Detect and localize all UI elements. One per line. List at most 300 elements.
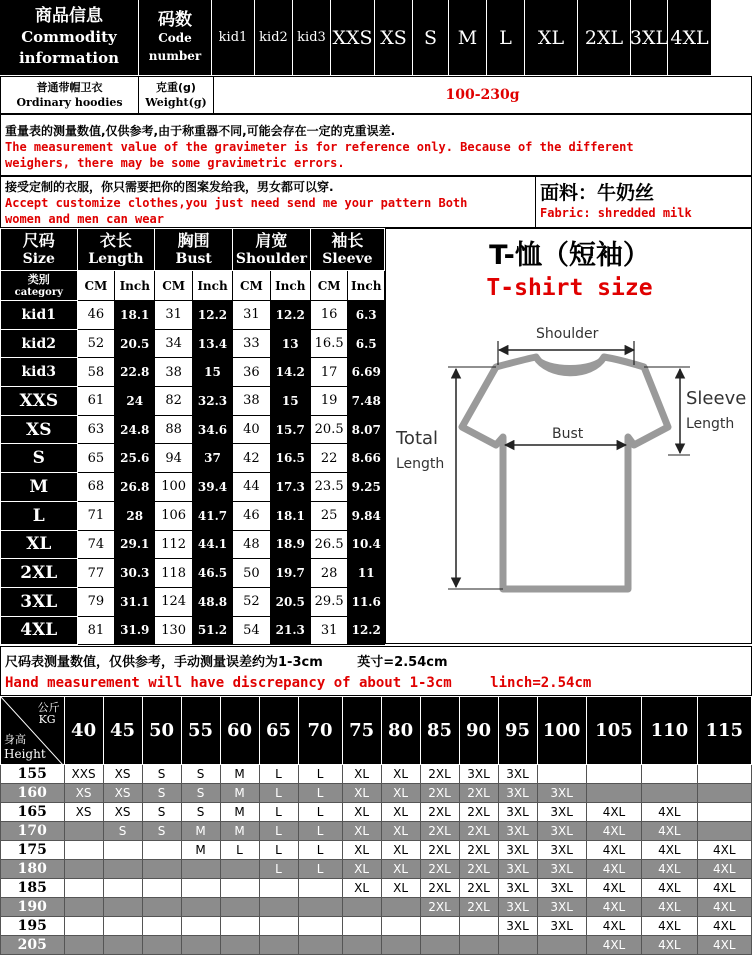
unit-cm: CM (310, 271, 348, 301)
value-cm: 42 (233, 444, 271, 473)
fit-size-cell: 4XL (586, 917, 641, 936)
size-label: L (1, 501, 78, 530)
fit-size-cell (142, 917, 181, 936)
size-header-l: L (487, 0, 524, 75)
value-inch: 20.5 (270, 587, 310, 616)
fit-size-cell (259, 936, 298, 955)
weight-header: 110 (642, 697, 697, 765)
size-table-header-bust (155, 229, 233, 271)
value-cm: 100 (155, 473, 193, 502)
fit-size-cell (298, 898, 342, 917)
size-table-row (1, 415, 385, 444)
hand-measure-en: Hand measurement will have discrepancy of about 1-3cm (5, 675, 452, 691)
fit-size-cell: 4XL (642, 898, 697, 917)
customize-note (0, 176, 536, 228)
product-cn: 普通带帽卫衣 (36, 81, 103, 94)
size-label: M (1, 473, 78, 502)
fit-size-cell (64, 936, 103, 955)
size-table-units (1, 271, 385, 301)
fit-size-cell (381, 917, 420, 936)
fit-size-cell (420, 936, 459, 955)
fit-size-cell: XS (103, 803, 142, 822)
value-inch: 17.3 (270, 473, 310, 502)
fit-size-cell: XL (381, 879, 420, 898)
fit-size-cell: 4XL (586, 936, 641, 955)
fit-size-cell (259, 898, 298, 917)
size-table-header-sleeve (310, 229, 384, 271)
fit-size-cell: L (259, 860, 298, 879)
label-total: Total (396, 428, 439, 449)
value-inch: 6.69 (348, 358, 385, 387)
fit-table-row (1, 803, 752, 822)
fit-size-cell: 2XL (420, 841, 459, 860)
size-label: kid3 (1, 358, 78, 387)
value-cm: 19 (310, 387, 348, 416)
fit-size-cell: L (220, 841, 259, 860)
height-value: 205 (1, 936, 65, 955)
value-cm: 54 (233, 616, 271, 645)
gravimeter-note-en-1: The measurement value of the gravimeter is for reference only. Because of the different (5, 140, 634, 154)
value-cm: 17 (310, 358, 348, 387)
value-inch: 46.5 (192, 559, 232, 588)
fit-size-cell (220, 860, 259, 879)
fit-size-cell: XS (103, 784, 142, 803)
header-cn: 胸围 (177, 230, 210, 250)
fit-size-cell (342, 936, 381, 955)
customize-note-en-1: Accept customize clothes,you just need send me your pattern Both (5, 196, 468, 210)
fit-size-cell (697, 822, 751, 841)
weight-en: Weight(g) (145, 96, 207, 109)
category-cn: 类别 (27, 272, 50, 286)
value-cm: 25 (310, 501, 348, 530)
value-inch: 12.2 (192, 301, 232, 330)
value-cm: 31 (155, 301, 193, 330)
fit-size-cell: 2XL (420, 803, 459, 822)
height-value: 190 (1, 898, 65, 917)
fit-size-cell: S (142, 784, 181, 803)
size-header-3xl: 3XL (631, 0, 667, 75)
size-header-s: S (413, 0, 448, 75)
fit-size-cell: 2XL (420, 860, 459, 879)
value-inch: 24.8 (115, 415, 155, 444)
value-inch: 15.7 (270, 415, 310, 444)
fit-size-cell (381, 936, 420, 955)
size-table-row (1, 444, 385, 473)
fit-size-cell (259, 917, 298, 936)
fit-size-cell: 4XL (642, 917, 697, 936)
fit-size-cell: S (142, 822, 181, 841)
size-header-2xl: 2XL (578, 0, 630, 75)
value-inch: 29.1 (115, 530, 155, 559)
weight-header: 115 (697, 697, 751, 765)
fit-size-cell (342, 917, 381, 936)
unit-inch: Inch (270, 271, 310, 301)
fit-table-grid (0, 696, 752, 955)
fit-size-cell (181, 898, 220, 917)
fit-size-cell (64, 860, 103, 879)
fit-size-cell: 2XL (420, 822, 459, 841)
fabric-en: Fabric: shredded milk (540, 206, 692, 220)
inch-en: linch=2.54cm (490, 675, 592, 691)
category-en: category (14, 286, 63, 298)
value-cm: 52 (77, 329, 115, 358)
size-label: kid2 (1, 329, 78, 358)
value-inch: 31.1 (115, 587, 155, 616)
fit-size-cell: 4XL (697, 879, 751, 898)
fit-size-cell (298, 879, 342, 898)
value-inch: 18.1 (115, 301, 155, 330)
value-inch: 34.6 (192, 415, 232, 444)
value-inch: 19.7 (270, 559, 310, 588)
fit-size-cell: 3XL (498, 841, 537, 860)
value-cm: 28 (310, 559, 348, 588)
value-inch: 18.1 (270, 501, 310, 530)
weight-header: 85 (420, 697, 459, 765)
value-inch: 44.1 (192, 530, 232, 559)
value-inch: 30.3 (115, 559, 155, 588)
fit-size-cell (142, 879, 181, 898)
value-cm: 81 (77, 616, 115, 645)
fit-size-cell: 2XL (420, 879, 459, 898)
tshirt-shape (462, 357, 668, 589)
corner-height: Height (4, 747, 46, 761)
fit-size-cell (181, 936, 220, 955)
fit-size-cell: 3XL (537, 841, 586, 860)
size-table-row (1, 301, 385, 330)
size-table-row (1, 501, 385, 530)
gravimeter-note-cn: 重量表的测量数值,仅供参考,由于称重器不同,可能会存在一定的克重误差. (5, 124, 396, 138)
product-cell (0, 76, 139, 114)
weight-header: 95 (498, 697, 537, 765)
commodity-en-1: Commodity (21, 28, 117, 46)
value-cm: 130 (155, 616, 193, 645)
fit-size-cell: 3XL (537, 784, 586, 803)
size-label: 4XL (1, 616, 78, 645)
corner-kg-cn: 公斤 (37, 701, 60, 714)
value-inch: 16.5 (270, 444, 310, 473)
value-inch: 11.6 (348, 587, 385, 616)
value-cm: 48 (233, 530, 271, 559)
unit-cm: CM (155, 271, 193, 301)
value-cm: 23.5 (310, 473, 348, 502)
gravimeter-note (0, 114, 752, 176)
header-en: Bust (175, 250, 212, 267)
fit-size-cell: L (259, 784, 298, 803)
unit-cm: CM (233, 271, 271, 301)
fit-size-cell: XL (342, 803, 381, 822)
fit-size-cell (181, 917, 220, 936)
size-measurement-table (0, 228, 385, 644)
value-inch: 14.2 (270, 358, 310, 387)
size-header-row (212, 0, 752, 75)
value-inch: 28 (115, 501, 155, 530)
fit-size-cell: 2XL (459, 784, 498, 803)
fit-size-cell: 3XL (498, 879, 537, 898)
value-cm: 124 (155, 587, 193, 616)
size-table-row (1, 473, 385, 502)
value-cm: 94 (155, 444, 193, 473)
value-cm: 44 (233, 473, 271, 502)
value-cm: 16.5 (310, 329, 348, 358)
fit-size-cell: 3XL (537, 822, 586, 841)
weight-header: 80 (381, 697, 420, 765)
fit-size-cell: S (181, 803, 220, 822)
fit-size-cell (142, 936, 181, 955)
header-cn: 尺码 (22, 230, 55, 250)
size-table-row (1, 530, 385, 559)
fit-table-header (1, 697, 752, 765)
fit-size-cell: M (220, 765, 259, 784)
header-cn: 衣长 (99, 230, 132, 250)
fit-size-cell: M (220, 803, 259, 822)
fit-size-cell (64, 879, 103, 898)
fit-size-cell (103, 917, 142, 936)
size-header-xl: XL (525, 0, 577, 75)
fit-size-cell: 4XL (586, 879, 641, 898)
value-cm: 50 (233, 559, 271, 588)
fit-size-cell (642, 784, 697, 803)
fit-table-row (1, 822, 752, 841)
fit-size-cell (697, 765, 751, 784)
fit-size-cell: 3XL (498, 898, 537, 917)
code-cn: 码数 (158, 9, 192, 30)
value-cm: 34 (155, 329, 193, 358)
weight-cn: 克重(g) (156, 81, 196, 94)
fit-size-cell: M (181, 822, 220, 841)
fit-size-cell: 2XL (459, 898, 498, 917)
value-inch: 13.4 (192, 329, 232, 358)
weight-label-cell (138, 76, 214, 114)
value-inch: 21.3 (270, 616, 310, 645)
height-weight-fit-table (0, 696, 752, 955)
fit-size-cell: XL (381, 841, 420, 860)
value-inch: 48.8 (192, 587, 232, 616)
fit-size-cell (64, 841, 103, 860)
fit-size-cell: XXS (64, 765, 103, 784)
fit-size-cell: 2XL (420, 765, 459, 784)
value-inch: 31.9 (115, 616, 155, 645)
value-cm: 38 (233, 387, 271, 416)
fit-table-row (1, 765, 752, 784)
value-cm: 38 (155, 358, 193, 387)
label-shoulder: Shoulder (536, 326, 599, 342)
fit-size-cell: L (298, 765, 342, 784)
size-header-kid2: kid2 (255, 0, 292, 75)
fit-size-cell: 3XL (498, 917, 537, 936)
fabric-cell (535, 176, 752, 228)
value-inch: 8.66 (348, 444, 385, 473)
size-table-row (1, 387, 385, 416)
fit-table-row (1, 936, 752, 955)
size-table-row (1, 559, 385, 588)
label-sleeve-length: Length (686, 416, 735, 432)
fit-size-cell (142, 898, 181, 917)
fit-size-cell (220, 879, 259, 898)
gravimeter-note-en-2: weighers, there may be some gravimetric errors. (5, 156, 345, 170)
weight-header: 105 (586, 697, 641, 765)
fit-size-cell (586, 784, 641, 803)
fit-size-cell: 3XL (537, 879, 586, 898)
header-en: Length (88, 250, 144, 267)
fit-table-row (1, 784, 752, 803)
header-cn: 肩宽 (255, 230, 288, 250)
size-label: XXS (1, 387, 78, 416)
fit-size-cell (103, 860, 142, 879)
fit-size-cell (697, 803, 751, 822)
size-table-row (1, 329, 385, 358)
fit-size-cell (381, 898, 420, 917)
fit-size-cell: L (259, 765, 298, 784)
fit-size-cell: 4XL (642, 803, 697, 822)
fit-size-cell (697, 784, 751, 803)
fit-size-cell: XL (342, 860, 381, 879)
fit-size-cell: L (298, 841, 342, 860)
unit-inch: Inch (115, 271, 155, 301)
weight-header: 65 (259, 697, 298, 765)
fit-size-cell (459, 917, 498, 936)
fit-size-cell: 4XL (697, 898, 751, 917)
value-inch: 8.07 (348, 415, 385, 444)
value-inch: 12.2 (348, 616, 385, 645)
fit-table-row (1, 917, 752, 936)
tshirt-title-en: T-shirt size (486, 275, 653, 301)
value-inch: 18.9 (270, 530, 310, 559)
size-label: kid1 (1, 301, 78, 330)
fit-size-cell: XS (103, 765, 142, 784)
fit-size-cell: L (259, 803, 298, 822)
fit-size-cell: 3XL (537, 917, 586, 936)
size-table-header-length (77, 229, 155, 271)
weight-header: 75 (342, 697, 381, 765)
weight-header: 100 (537, 697, 586, 765)
fit-size-cell: 3XL (498, 784, 537, 803)
hand-measure-cn: 尺码表测量数值，仅供参考，手动测量误差约为1-3cm (5, 655, 323, 670)
value-cm: 46 (77, 301, 115, 330)
fit-size-cell: L (259, 822, 298, 841)
fit-size-cell: 2XL (459, 803, 498, 822)
fit-size-cell (181, 879, 220, 898)
fit-size-cell: 4XL (697, 917, 751, 936)
fit-size-cell: M (220, 784, 259, 803)
fit-size-cell: XS (64, 803, 103, 822)
fit-size-cell: 3XL (498, 860, 537, 879)
value-cm: 26.5 (310, 530, 348, 559)
value-inch: 6.5 (348, 329, 385, 358)
fit-size-cell: 4XL (642, 860, 697, 879)
fit-size-cell: L (298, 803, 342, 822)
fit-size-cell (298, 917, 342, 936)
fit-size-cell (64, 917, 103, 936)
fit-size-cell (342, 898, 381, 917)
fit-size-cell: XL (381, 765, 420, 784)
fit-size-cell (142, 841, 181, 860)
value-inch: 20.5 (115, 329, 155, 358)
fit-size-cell: 4XL (642, 822, 697, 841)
value-inch: 7.48 (348, 387, 385, 416)
value-cm: 40 (233, 415, 271, 444)
height-value: 180 (1, 860, 65, 879)
height-value: 160 (1, 784, 65, 803)
size-table-header-shoulder (233, 229, 311, 271)
size-label: XL (1, 530, 78, 559)
weight-header: 55 (181, 697, 220, 765)
value-inch: 37 (192, 444, 232, 473)
fit-size-cell (220, 898, 259, 917)
label-total-length: Length (396, 456, 445, 472)
fit-size-cell: XL (342, 879, 381, 898)
fit-size-cell: 3XL (537, 803, 586, 822)
code-number-cell (139, 0, 211, 75)
unit-inch: Inch (192, 271, 232, 301)
value-cm: 31 (310, 616, 348, 645)
fit-table-row (1, 841, 752, 860)
size-header-m: M (449, 0, 486, 75)
value-inch: 25.6 (115, 444, 155, 473)
fit-size-cell (420, 917, 459, 936)
hand-measure-cn-line (5, 653, 747, 673)
fit-size-cell: 2XL (459, 860, 498, 879)
header-en: Size (22, 250, 55, 267)
height-value: 195 (1, 917, 65, 936)
fit-size-cell (103, 936, 142, 955)
fit-size-cell: XL (381, 784, 420, 803)
value-inch: 9.25 (348, 473, 385, 502)
code-en-2: number (148, 48, 202, 63)
fit-size-cell: 4XL (586, 841, 641, 860)
size-label: S (1, 444, 78, 473)
size-header-xs: XS (375, 0, 412, 75)
fit-size-cell (298, 936, 342, 955)
fit-size-cell (220, 917, 259, 936)
fit-size-cell: XL (381, 822, 420, 841)
value-inch: 15 (192, 358, 232, 387)
fit-size-cell: 3XL (537, 860, 586, 879)
fit-size-cell: 2XL (420, 784, 459, 803)
size-table-row (1, 616, 385, 645)
fit-size-cell: 4XL (697, 936, 751, 955)
header-en: Shoulder (235, 250, 308, 267)
value-cm: 22 (310, 444, 348, 473)
value-inch: 32.3 (192, 387, 232, 416)
size-label: XS (1, 415, 78, 444)
hand-measure-note (0, 646, 752, 696)
weight-header: 50 (142, 697, 181, 765)
fit-size-cell (498, 936, 537, 955)
inch-cn: 英寸=2.54cm (357, 655, 448, 670)
fit-size-cell (64, 898, 103, 917)
fit-table-corner (1, 697, 65, 765)
weight-header: 60 (220, 697, 259, 765)
height-value: 170 (1, 822, 65, 841)
corner-kg: KG (38, 713, 56, 726)
commodity-cn: 商品信息 (35, 6, 103, 26)
customize-note-en-2: women and men can wear (5, 212, 164, 226)
fit-size-cell: M (181, 841, 220, 860)
fit-size-cell: 4XL (642, 841, 697, 860)
fit-size-cell: M (220, 822, 259, 841)
fit-size-cell: S (142, 765, 181, 784)
fit-table-row (1, 898, 752, 917)
size-label: 3XL (1, 587, 78, 616)
hand-measure-en-line (5, 673, 747, 693)
value-cm: 16 (310, 301, 348, 330)
value-inch: 13 (270, 329, 310, 358)
fit-size-cell (642, 765, 697, 784)
fit-size-cell: 3XL (537, 898, 586, 917)
fit-table-row (1, 860, 752, 879)
value-cm: 88 (155, 415, 193, 444)
tshirt-panel (385, 228, 752, 644)
